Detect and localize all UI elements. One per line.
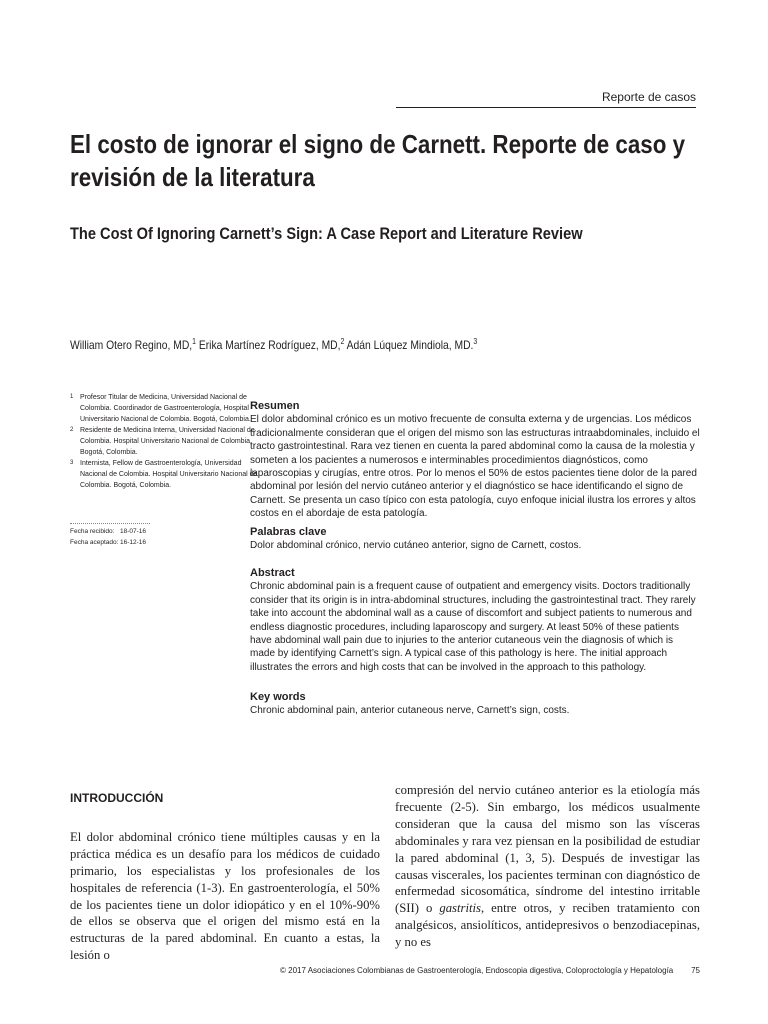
author-affil-mark: 1 — [192, 337, 196, 346]
body-text: compresión del nervio cutáneo anterior es la etiología más frecuente (2-5). Sin embargo, los médicos usualmente consideran que la causa del mismo son las vísceras abdominales y rara vez piensan en la posibilidad de estudiar la pared abdominal (1, 3, 5). Después de investigar las causas viscerales, los pacientes terminan con diagnóstico de enfermedad sicosomática, síndrome del intestino irritable (SII) o — [395, 783, 700, 916]
body-italic-term: gastritis — [439, 901, 481, 916]
copyright-notice: © 2017 Asociaciones Colombianas de Gastroenterología, Endoscopia digestiva, Coloproctología y Hepatología — [280, 966, 674, 975]
abstract-section — [250, 567, 700, 674]
body-paragraph: El dolor abdominal crónico tiene múltiples causas y en la práctica médica es un desafío para los médicos de cuidado primario, los especialistas y los profesionales de los hospitales de referencia (1-3). En gastroenterología, el 50% de los pacientes tiene un dolor idiopático y en el 10%-90% de ellos se observa que el origen del mismo está en la estructuras de la pared abdominal. En cuanto a estas, la lesión o — [70, 829, 380, 963]
affiliation-text: Residente de Medicina Interna, Universidad Nacional de Colombia. Hospital Universitario Nacional de Colombia. Bogotá, Colombia. — [80, 427, 255, 456]
author-affil-mark: 3 — [473, 337, 478, 346]
introduccion-heading: INTRODUCCIÓN — [70, 791, 164, 805]
affiliations — [70, 392, 265, 491]
article-title-en: The Cost Of Ignoring Carnett’s Sign: A Case Report and Literature Review — [70, 224, 583, 243]
body-column-right — [395, 782, 700, 951]
author-list — [70, 337, 477, 352]
palabras-clave-heading: Palabras clave — [250, 526, 327, 538]
resumen-text: El dolor abdominal crónico es un motivo frecuente de consulta externa y de urgencias. Los médicos tradicionalmente consideran que el origen del mismo son las estructuras intraabdominales, incluido el tracto gastrointestinal. Rara vez tienen en cuenta la pared abdominal como la causa de la molestia y someten a los pacientes a numerosos e interminables procedimientos diagnósticos, como laparoscopias y cirugías, entre otros. Por lo menos el 50% de estos pacientes tiene dolor de la pared abdominal por lesión del nervio cutáneo anterior y el diagnóstico se hace identificando el signo de Carnett. Se presenta un caso típico con esta patología, cuyo enfoque inicial ilustra los errores y altos costos en el abordaje de esta patología. — [250, 414, 700, 520]
resumen-heading: Resumen — [250, 400, 300, 412]
abstract-text: Chronic abdominal pain is a frequent cause of outpatient and emergency visits. Doctors traditionally consider that its origin is in intra-abdominal structures, including the gastrointestinal tract. They rarely take into account the abdominal wall as a cause of discomfort and subject patients to numerous and endless diagnostic procedures, including laparoscopy and surgery. At least 50% of these patients have abdominal wall pain due to injuries to the anterior cutaneous vein the diagnosis of which is made by identifying Carnett’s sign. A typical case of this pathology is here. The initial approach illustrates the errors and high costs that can be involved in the approach to this pathology. — [250, 581, 696, 673]
author-name: Adán Lúquez Mindiola, MD. — [344, 338, 474, 352]
author-name: William Otero Regino, MD, — [70, 338, 193, 352]
accepted-date-row — [70, 537, 146, 548]
page-number: 75 — [691, 966, 700, 975]
affiliation-item — [70, 392, 265, 425]
accepted-date: 16-12-16 — [120, 539, 147, 546]
received-date-row — [70, 526, 146, 537]
keywords-text: Chronic abdominal pain, anterior cutaneous nerve, Carnett’s sign, costs. — [250, 705, 570, 717]
body-paragraph — [395, 782, 700, 951]
body-column-left — [70, 782, 380, 964]
affiliation-number: 1 — [70, 394, 74, 400]
keywords-heading: Key words — [250, 691, 306, 703]
body-text: , entre otros, y reciben tratamiento con analgésicos, ansiolíticos, antidepresivos o benzodiacepinas, y no es — [395, 901, 700, 950]
header-rule — [396, 107, 696, 108]
keywords-section — [250, 691, 700, 718]
resumen-section — [250, 400, 700, 521]
affiliation-item — [70, 425, 265, 458]
abstract-heading: Abstract — [250, 567, 295, 579]
palabras-clave-text: Dolor abdominal crónico, nervio cutáneo anterior, signo de Carnett, costos. — [250, 540, 582, 552]
affiliation-number: 2 — [70, 427, 74, 433]
page-footer — [280, 966, 700, 975]
accepted-label: Fecha aceptado: — [70, 539, 119, 546]
affiliation-number: 3 — [70, 460, 74, 466]
received-date: 18-07-16 — [120, 528, 147, 535]
palabras-clave-section — [250, 526, 700, 553]
received-label: Fecha recibido: — [70, 528, 115, 535]
affiliation-text: Internista, Fellow de Gastroenterología, Universidad Nacional de Colombia. Hospital Universitario Nacional de Colombia. Bogotá, Colombia. — [80, 460, 258, 489]
author-name: Erika Martínez Rodríguez, MD, — [195, 338, 341, 352]
author-affil-mark: 2 — [340, 337, 345, 346]
section-label: Reporte de casos — [601, 90, 696, 104]
submission-dates — [70, 526, 146, 548]
affiliation-text: Profesor Titular de Medicina, Universidad Nacional de Colombia. Coordinador de Gastroenterología, Hospital Universitario Nacional de Colombia. Bogotá, Colombia. — [80, 394, 251, 423]
article-title-es: El costo de ignorar el signo de Carnett. Reporte de caso y revisión de la literatura — [70, 129, 686, 192]
affiliation-item — [70, 458, 265, 491]
dates-divider — [70, 523, 150, 524]
